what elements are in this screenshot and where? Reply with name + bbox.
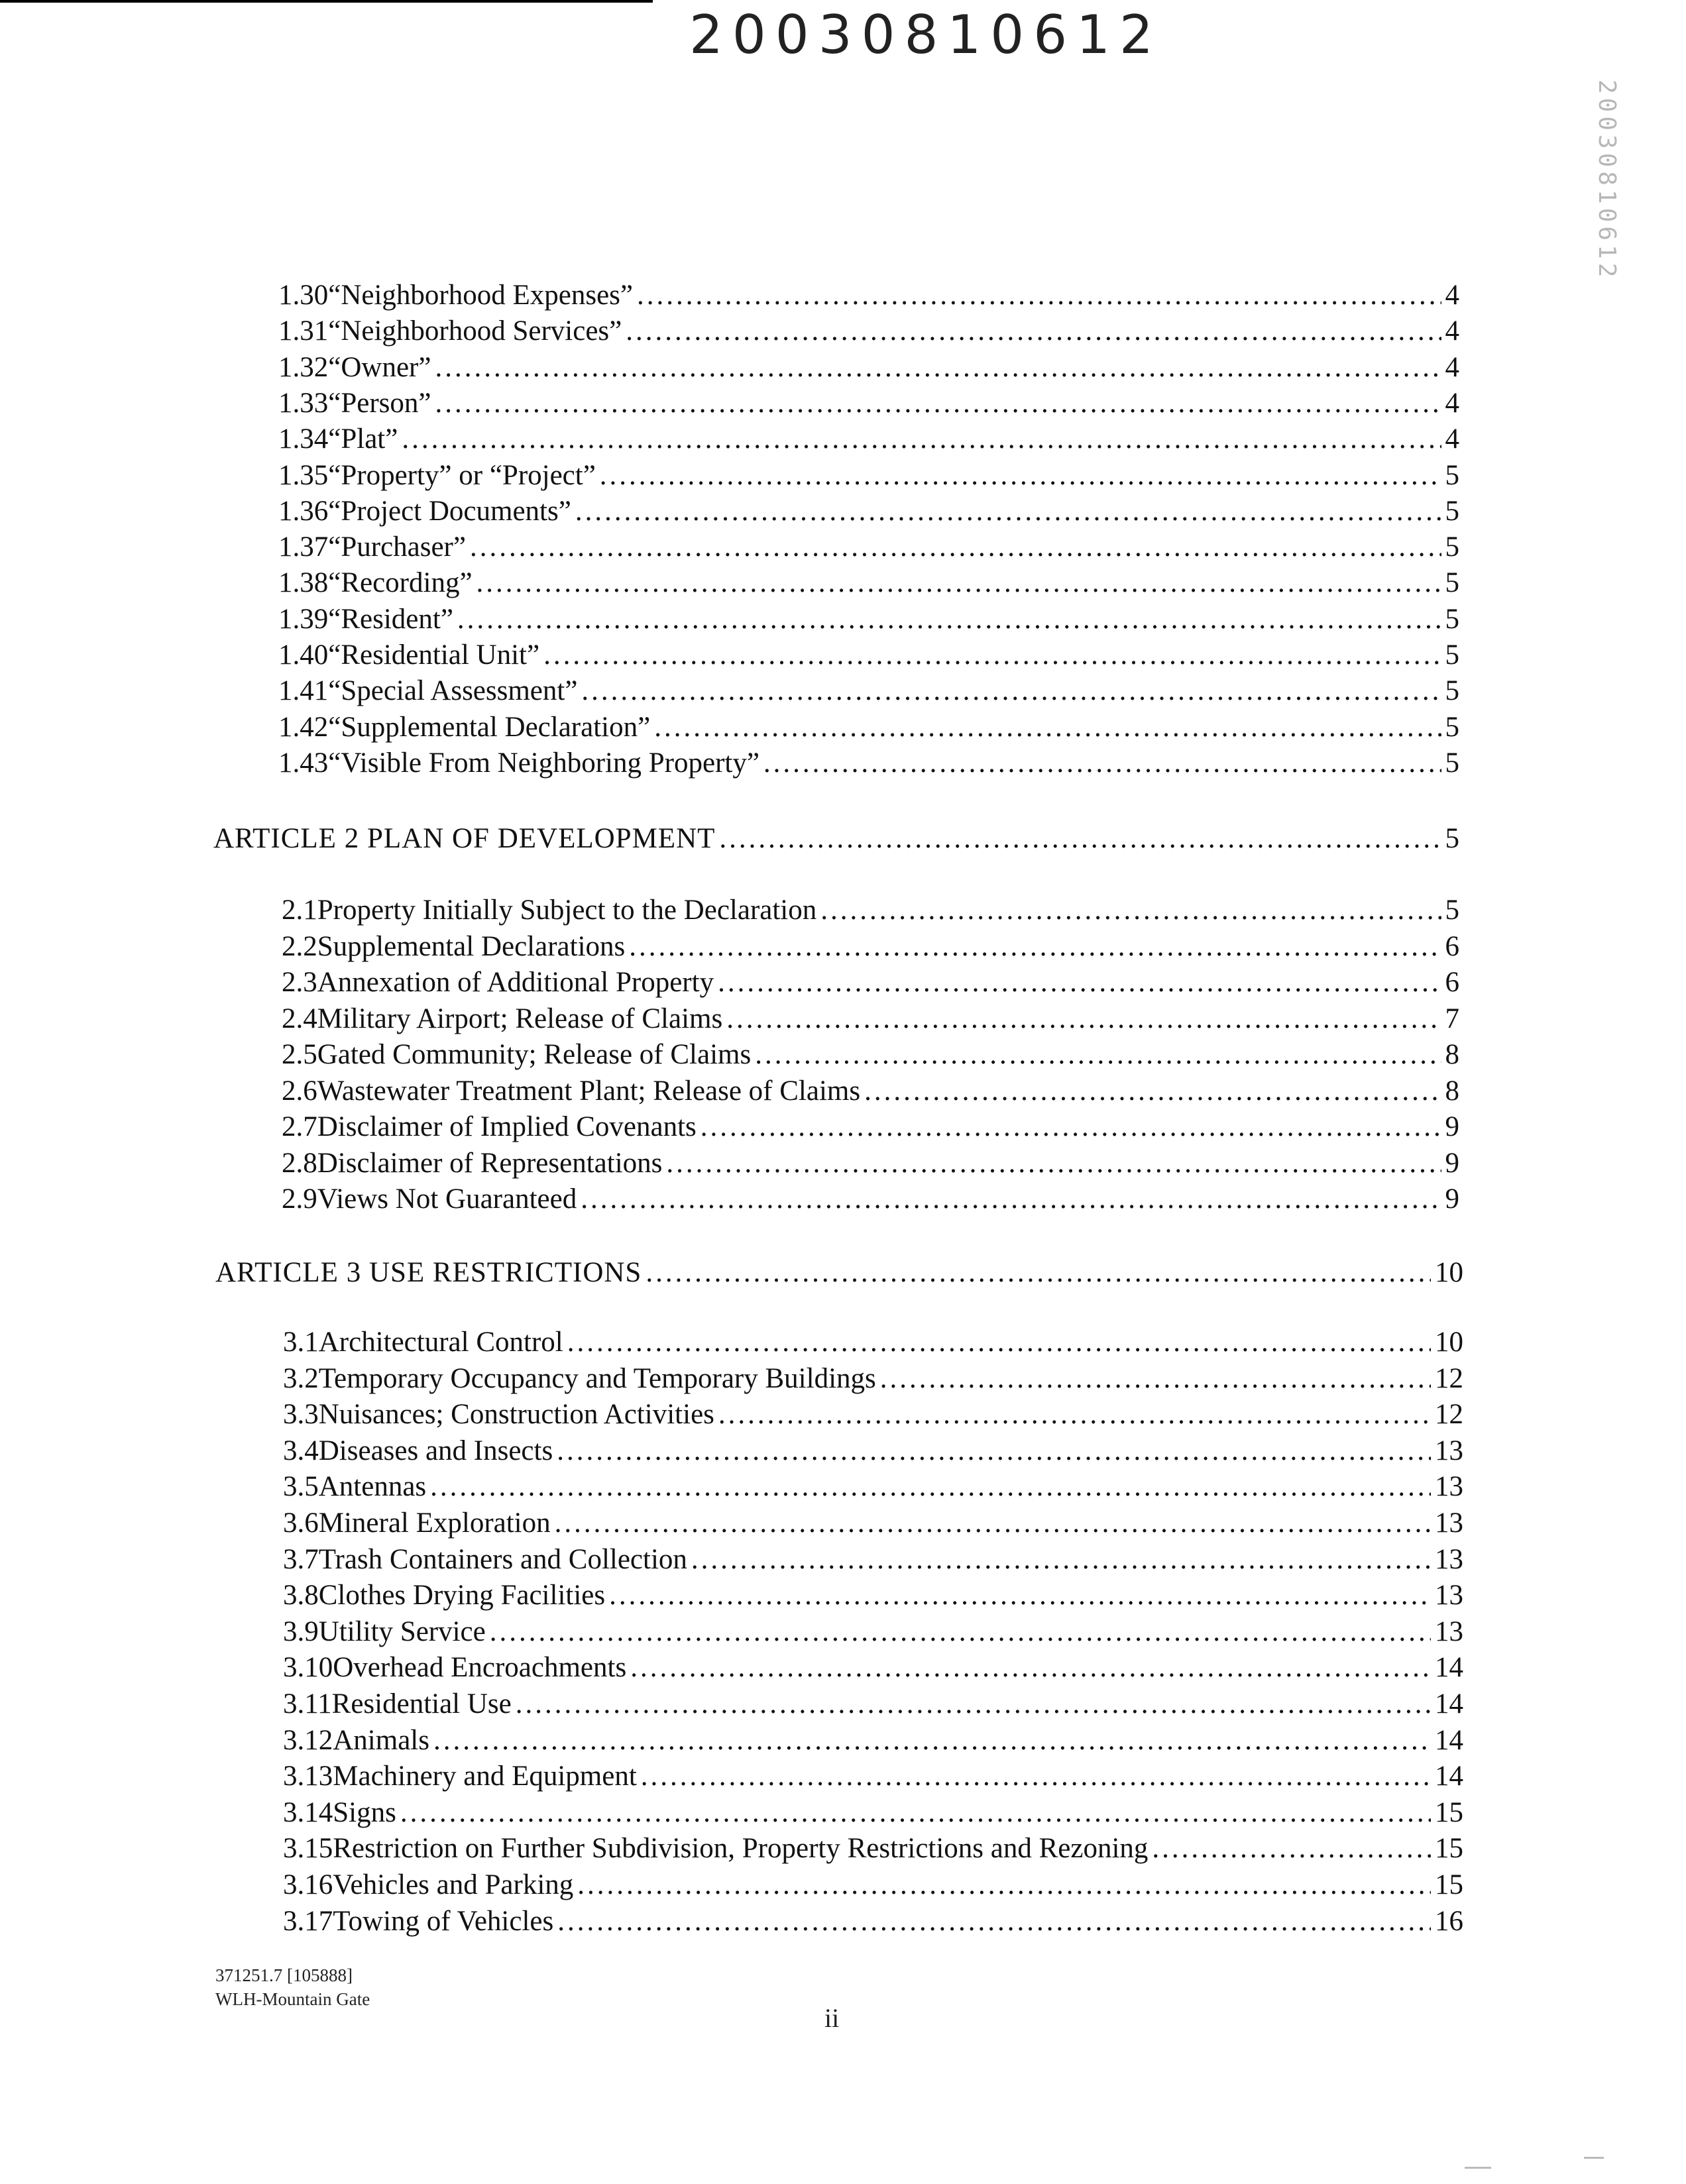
- dot-leader: [577, 1868, 1431, 1902]
- section-number: 1.36: [278, 495, 329, 527]
- toc-entry: [278, 459, 1459, 493]
- dot-leader: [666, 1146, 1441, 1181]
- section-number: 1.43: [278, 747, 329, 779]
- toc-entry: [282, 1182, 1459, 1217]
- section-title: Architectural Control: [318, 1327, 563, 1358]
- page-ref: 5: [1445, 895, 1459, 926]
- section-title: “Recording”: [328, 567, 473, 599]
- page-ref: 4: [1445, 423, 1459, 455]
- dot-leader: [630, 1651, 1431, 1685]
- article-title: ARTICLE 3 USE RESTRICTIONS: [215, 1257, 642, 1288]
- toc-entry: [278, 386, 1459, 421]
- section-title: Nuisances; Construction Activities: [318, 1399, 714, 1431]
- section-title: Military Airport; Release of Claims: [317, 1003, 723, 1034]
- side-stamp: 20030810612: [1593, 80, 1620, 282]
- section-title: Animals: [333, 1724, 429, 1756]
- toc-entry: [283, 1470, 1463, 1504]
- section-number: 1.38: [278, 567, 329, 599]
- section-title: Signs: [333, 1796, 396, 1828]
- toc-entry: [283, 1578, 1463, 1613]
- dot-leader: [646, 1256, 1431, 1290]
- toc-entry: [278, 566, 1459, 600]
- dot-leader: [726, 1002, 1441, 1036]
- section-number: 3.6: [283, 1507, 319, 1539]
- page-ref: 8: [1445, 1075, 1459, 1107]
- page-ref: 5: [1445, 675, 1459, 707]
- dot-leader: [581, 1182, 1441, 1217]
- section-title: “Supplemental Declaration”: [328, 711, 651, 743]
- toc-entry: [283, 1434, 1463, 1468]
- dot-leader: [654, 710, 1441, 745]
- section-title: “Plat”: [328, 423, 398, 455]
- toc-entry: [278, 278, 1459, 313]
- toc-entry: [283, 1687, 1463, 1721]
- dot-leader: [543, 638, 1441, 673]
- section-title: Trash Containers and Collection: [318, 1543, 687, 1575]
- section-title: Machinery and Equipment: [333, 1761, 637, 1792]
- page-ref: 5: [1445, 747, 1459, 779]
- section-number: 1.35: [278, 459, 329, 491]
- section-number: 1.31: [278, 315, 329, 347]
- page-ref: 13: [1435, 1507, 1463, 1539]
- toc-entry: [282, 1074, 1459, 1109]
- dot-leader: [626, 314, 1441, 349]
- page-ref: 4: [1445, 280, 1459, 311]
- page-ref: 5: [1445, 603, 1459, 635]
- section-number: 3.11: [283, 1688, 332, 1720]
- section-number: 1.39: [278, 603, 329, 635]
- section-title: Residential Use: [331, 1688, 512, 1720]
- section-title: Diseases and Insects: [318, 1435, 553, 1466]
- page-ref: 12: [1435, 1362, 1463, 1394]
- section-number: 1.34: [278, 423, 329, 455]
- section-title: Gated Community; Release of Claims: [317, 1039, 752, 1070]
- section-title: Towing of Vehicles: [333, 1905, 554, 1937]
- page-ref: 14: [1435, 1652, 1463, 1684]
- page-ref: 5: [1445, 639, 1459, 671]
- toc-entry: [278, 674, 1459, 708]
- section-title: “Neighborhood Services”: [328, 315, 622, 347]
- page-ref: 15: [1435, 1833, 1463, 1865]
- dot-leader: [864, 1074, 1441, 1109]
- section-title: “Visible From Neighboring Property”: [328, 747, 759, 779]
- section-number: 1.33: [278, 387, 329, 419]
- page-ref: 9: [1445, 1111, 1459, 1142]
- toc-entry: [278, 710, 1459, 745]
- toc-entry: [278, 530, 1459, 565]
- footer-client-ref: WLH-Mountain Gate: [215, 1989, 370, 2009]
- dot-leader: [820, 893, 1441, 928]
- toc-entry: [283, 1543, 1463, 1577]
- page-ref: 15: [1435, 1796, 1463, 1828]
- section-title: “Resident”: [328, 603, 453, 635]
- section-title: Disclaimer of Representations: [317, 1147, 663, 1179]
- section-number: 3.4: [283, 1435, 319, 1466]
- document-number: 20030810612: [689, 4, 1162, 66]
- dot-leader: [567, 1325, 1431, 1360]
- section-title: Supplemental Declarations: [317, 930, 626, 962]
- toc-entry: [282, 1146, 1459, 1181]
- toc-entry: [283, 1325, 1463, 1360]
- dot-leader: [600, 459, 1441, 493]
- section-number: 3.3: [283, 1399, 319, 1431]
- dot-leader: [470, 530, 1441, 565]
- dot-leader: [609, 1578, 1431, 1613]
- toc-entry: [283, 1796, 1463, 1830]
- section-number: 2.1: [282, 895, 317, 926]
- section-number: 3.5: [283, 1471, 319, 1503]
- page-ref: 4: [1445, 387, 1459, 419]
- section-number: 3.1: [283, 1327, 319, 1358]
- page-ref: 8: [1445, 1039, 1459, 1070]
- toc-entry: [283, 1904, 1463, 1939]
- scan-speck: [1584, 2157, 1604, 2159]
- dot-leader: [718, 965, 1441, 1000]
- toc-entry: [283, 1506, 1463, 1541]
- page-ref: 7: [1445, 1003, 1459, 1034]
- section-title: Vehicles and Parking: [333, 1869, 574, 1900]
- section-number: 2.9: [282, 1183, 317, 1215]
- section-title: “Person”: [328, 387, 431, 419]
- dot-leader: [718, 1397, 1431, 1432]
- section-number: 1.40: [278, 639, 329, 671]
- dot-leader: [719, 822, 1441, 856]
- dot-leader: [641, 1759, 1431, 1794]
- dot-leader: [433, 1723, 1431, 1758]
- section-title: “Property” or “Project”: [328, 459, 596, 491]
- page-ref: 13: [1435, 1615, 1463, 1647]
- page-ref: 9: [1445, 1147, 1459, 1179]
- section-number: 3.10: [283, 1652, 333, 1684]
- page-number: ii: [824, 2003, 840, 2033]
- footer-doc-ref: 371251.7 [105888]: [215, 1965, 353, 1985]
- section-number: 3.16: [283, 1869, 333, 1900]
- toc-entry: [283, 1831, 1463, 1866]
- toc-entry: [283, 1759, 1463, 1794]
- section-number: 2.4: [282, 1003, 317, 1034]
- section-title: Overhead Encroachments: [333, 1652, 627, 1684]
- article-title: ARTICLE 2 PLAN OF DEVELOPMENT: [213, 823, 716, 854]
- scan-speck: [1465, 2167, 1491, 2169]
- toc-entry: [282, 893, 1459, 928]
- toc-entry: [283, 1723, 1463, 1758]
- section-number: 3.12: [283, 1724, 333, 1756]
- dot-leader: [701, 1110, 1441, 1144]
- toc-entry: [278, 422, 1459, 457]
- section-number: 1.30: [278, 280, 329, 311]
- article-heading: [215, 1256, 1463, 1290]
- section-title: Wastewater Treatment Plant; Release of Claims: [317, 1075, 861, 1107]
- page-ref: 5: [1445, 711, 1459, 743]
- section-title: Property Initially Subject to the Declaration: [317, 895, 817, 926]
- toc-entry: [278, 638, 1459, 673]
- section-number: 2.7: [282, 1111, 317, 1142]
- dot-leader: [435, 351, 1441, 385]
- page-ref: 10: [1435, 1327, 1463, 1358]
- section-number: 3.7: [283, 1543, 319, 1575]
- dot-leader: [1152, 1831, 1431, 1866]
- section-number: 3.15: [283, 1833, 333, 1865]
- section-title: Views Not Guaranteed: [317, 1183, 577, 1215]
- section-number: 2.8: [282, 1147, 317, 1179]
- article-heading: [213, 822, 1459, 856]
- toc-entry: [282, 930, 1459, 964]
- section-title: Disclaimer of Implied Covenants: [317, 1111, 697, 1142]
- dot-leader: [457, 602, 1441, 637]
- section-number: 2.2: [282, 930, 317, 962]
- toc-entry: [282, 1002, 1459, 1036]
- dot-leader: [691, 1543, 1431, 1577]
- toc-entry: [283, 1362, 1463, 1396]
- section-title: “Purchaser”: [328, 531, 466, 563]
- page-ref: 10: [1435, 1257, 1463, 1288]
- page-ref: 12: [1435, 1399, 1463, 1431]
- page-ref: 14: [1435, 1761, 1463, 1792]
- section-number: 3.9: [283, 1615, 319, 1647]
- section-title: “Special Assessment”: [328, 675, 578, 707]
- toc-entry: [283, 1868, 1463, 1902]
- section-title: Clothes Drying Facilities: [318, 1580, 606, 1611]
- dot-leader: [555, 1506, 1431, 1541]
- top-rule: [0, 0, 653, 3]
- section-title: Restriction on Further Subdivision, Property Restrictions and Rezoning: [333, 1833, 1149, 1865]
- dot-leader: [581, 674, 1441, 708]
- section-title: Utility Service: [318, 1615, 486, 1647]
- section-number: 2.6: [282, 1075, 317, 1107]
- section-title: Temporary Occupancy and Temporary Buildings: [318, 1362, 876, 1394]
- toc-entry: [282, 965, 1459, 1000]
- section-number: 1.42: [278, 711, 329, 743]
- section-title: “Owner”: [328, 351, 431, 383]
- page-ref: 5: [1445, 567, 1459, 599]
- page-ref: 9: [1445, 1183, 1459, 1215]
- page-ref: 4: [1445, 351, 1459, 383]
- page-ref: 5: [1445, 459, 1459, 491]
- section-number: 1.32: [278, 351, 329, 383]
- dot-leader: [557, 1904, 1431, 1939]
- dot-leader: [490, 1615, 1431, 1649]
- page-ref: 13: [1435, 1543, 1463, 1575]
- page-ref: 13: [1435, 1435, 1463, 1466]
- dot-leader: [637, 278, 1441, 313]
- page-ref: 13: [1435, 1580, 1463, 1611]
- dot-leader: [477, 566, 1441, 600]
- section-number: 3.17: [283, 1905, 333, 1937]
- section-title: “Residential Unit”: [328, 639, 540, 671]
- dot-leader: [557, 1434, 1431, 1468]
- page-ref: 5: [1445, 531, 1459, 563]
- footer-reference: [215, 1963, 370, 2011]
- section-number: 1.41: [278, 675, 329, 707]
- toc-entry: [278, 746, 1459, 781]
- page-ref: 16: [1435, 1905, 1463, 1937]
- section-title: “Neighborhood Expenses”: [328, 280, 633, 311]
- toc-entry: [282, 1110, 1459, 1144]
- page-ref: 5: [1445, 495, 1459, 527]
- toc-entry: [278, 314, 1459, 349]
- section-title: “Project Documents”: [328, 495, 571, 527]
- section-number: 3.13: [283, 1761, 333, 1792]
- section-number: 3.8: [283, 1580, 319, 1611]
- dot-leader: [629, 930, 1441, 964]
- section-number: 1.37: [278, 531, 329, 563]
- page-ref: 14: [1435, 1724, 1463, 1756]
- toc-entry: [282, 1038, 1459, 1072]
- section-number: 3.2: [283, 1362, 319, 1394]
- dot-leader: [402, 422, 1441, 457]
- dot-leader: [575, 494, 1441, 529]
- section-title: Antennas: [318, 1471, 427, 1503]
- section-number: 2.3: [282, 967, 317, 998]
- section-title: Annexation of Additional Property: [317, 967, 714, 998]
- toc-entry: [283, 1615, 1463, 1649]
- page-ref: 5: [1445, 823, 1459, 854]
- page-ref: 4: [1445, 315, 1459, 347]
- page-ref: 6: [1445, 930, 1459, 962]
- toc-entry: [278, 602, 1459, 637]
- dot-leader: [400, 1796, 1431, 1830]
- dot-leader: [435, 386, 1441, 421]
- section-number: 2.5: [282, 1039, 317, 1070]
- toc-entry: [278, 494, 1459, 529]
- page-ref: 13: [1435, 1471, 1463, 1503]
- toc-entry: [278, 351, 1459, 385]
- section-number: 3.14: [283, 1796, 333, 1828]
- toc-entry: [283, 1651, 1463, 1685]
- page-ref: 15: [1435, 1869, 1463, 1900]
- page-ref: 6: [1445, 967, 1459, 998]
- page-ref: 14: [1435, 1688, 1463, 1720]
- dot-leader: [755, 1038, 1441, 1072]
- dot-leader: [763, 746, 1441, 781]
- toc-entry: [283, 1397, 1463, 1432]
- dot-leader: [880, 1362, 1431, 1396]
- dot-leader: [430, 1470, 1431, 1504]
- section-title: Mineral Exploration: [318, 1507, 551, 1539]
- dot-leader: [516, 1687, 1431, 1721]
